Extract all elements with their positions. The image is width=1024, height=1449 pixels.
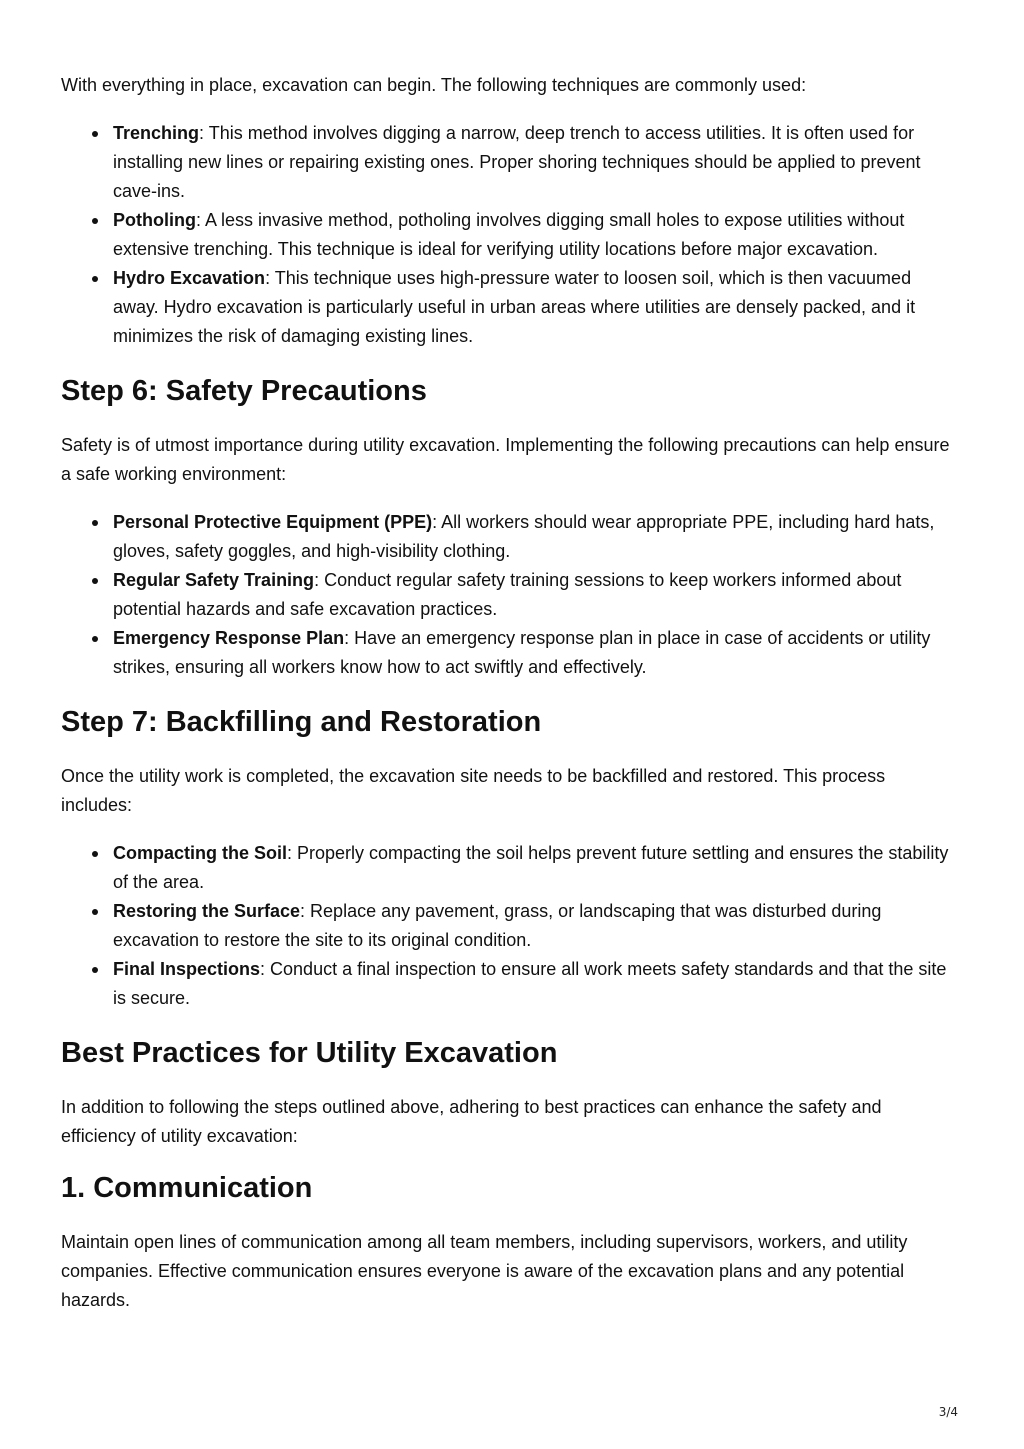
list-item-term: Restoring the Surface: [113, 901, 301, 921]
list-item-text: : Replace any pavement, grass, or landscaping that was disturbed during excavation to restore the site to its original condition.: [113, 901, 882, 950]
bullet-icon: [92, 851, 98, 857]
list-item-term: Potholing: [113, 210, 196, 230]
list-item-text: : A less invasive method, potholing involves digging small holes to expose utilities without extensive trenching. This technique is ideal for verifying utility locations before major excavation.: [113, 210, 905, 259]
list-item-term: Hydro Excavation: [113, 268, 266, 288]
techniques-intro: With everything in place, excavation can begin. The following techniques are commonly used:: [61, 75, 807, 95]
bullet-icon: [92, 909, 98, 915]
list-item: [113, 264, 961, 351]
list-item-term: Final Inspections: [113, 959, 261, 979]
list-item-term: Regular Safety Training: [113, 570, 315, 590]
bullet-icon: [92, 131, 98, 137]
bullet-icon: [92, 276, 98, 282]
list-item-text: : Have an emergency response plan in place in case of accidents or utility strikes, ensuring all workers know how to act swiftly and effectively.: [113, 628, 931, 677]
list-item-term: Compacting the Soil: [113, 843, 288, 863]
list-item-term: Trenching: [113, 123, 200, 143]
document-page: [61, 71, 961, 1334]
bullet-icon: [92, 636, 98, 642]
best-practices-intro: In addition to following the steps outlined above, adhering to best practices can enhance the safety and efficiency of utility excavation:: [61, 1097, 882, 1146]
step7-intro: Once the utility work is completed, the excavation site needs to be backfilled and restored. This process includes:: [61, 766, 886, 815]
step6-list: [61, 508, 961, 682]
list-item-text: : Conduct a final inspection to ensure all work meets safety standards and that the site is secure.: [113, 959, 947, 1008]
bullet-icon: [92, 218, 98, 224]
list-item-text: : This method involves digging a narrow, deep trench to access utilities. It is often used for installing new lines or repairing existing ones. Proper shoring techniques should be applied to prevent cave-ins.: [113, 123, 921, 201]
step6-heading: Step 6: Safety Precautions: [61, 375, 427, 407]
techniques-list: [61, 119, 961, 351]
bullet-icon: [92, 578, 98, 584]
best-practices-heading: Best Practices for Utility Excavation: [61, 1037, 558, 1069]
list-item-text: : Conduct regular safety training sessions to keep workers informed about potential hazards and safe excavation practices.: [113, 570, 902, 619]
step7-list: [61, 839, 961, 1013]
list-item-term: Personal Protective Equipment (PPE): [113, 512, 433, 532]
list-item: [113, 119, 961, 206]
list-item: [113, 566, 961, 624]
step7-heading: Step 7: Backfilling and Restoration: [61, 706, 542, 738]
list-item: [113, 897, 961, 955]
list-item: [113, 508, 961, 566]
list-item: [113, 955, 961, 1013]
list-item-text: : All workers should wear appropriate PPE, including hard hats, gloves, safety goggles, and high-visibility clothing.: [113, 512, 935, 561]
list-item: [113, 624, 961, 682]
list-item-text: : Properly compacting the soil helps prevent future settling and ensures the stability of the area.: [113, 843, 949, 892]
bullet-icon: [92, 967, 98, 973]
list-item-term: Emergency Response Plan: [113, 628, 345, 648]
list-item: [113, 206, 961, 264]
communication-text: Maintain open lines of communication among all team members, including supervisors, workers, and utility companies. Effective communication ensures everyone is aware of the excavation plans and any potential hazards.: [61, 1232, 908, 1310]
page-number: 3/4: [938, 1405, 958, 1419]
communication-heading: 1. Communication: [61, 1172, 313, 1204]
list-item: [113, 839, 961, 897]
step6-intro: Safety is of utmost importance during utility excavation. Implementing the following precautions can help ensure a safe working environment:: [61, 435, 950, 484]
list-item-text: : This technique uses high-pressure water to loosen soil, which is then vacuumed away. Hydro excavation is particularly useful in urban areas where utilities are densely packed, and it minimizes the risk of damaging existing lines.: [113, 268, 916, 346]
bullet-icon: [92, 520, 98, 526]
